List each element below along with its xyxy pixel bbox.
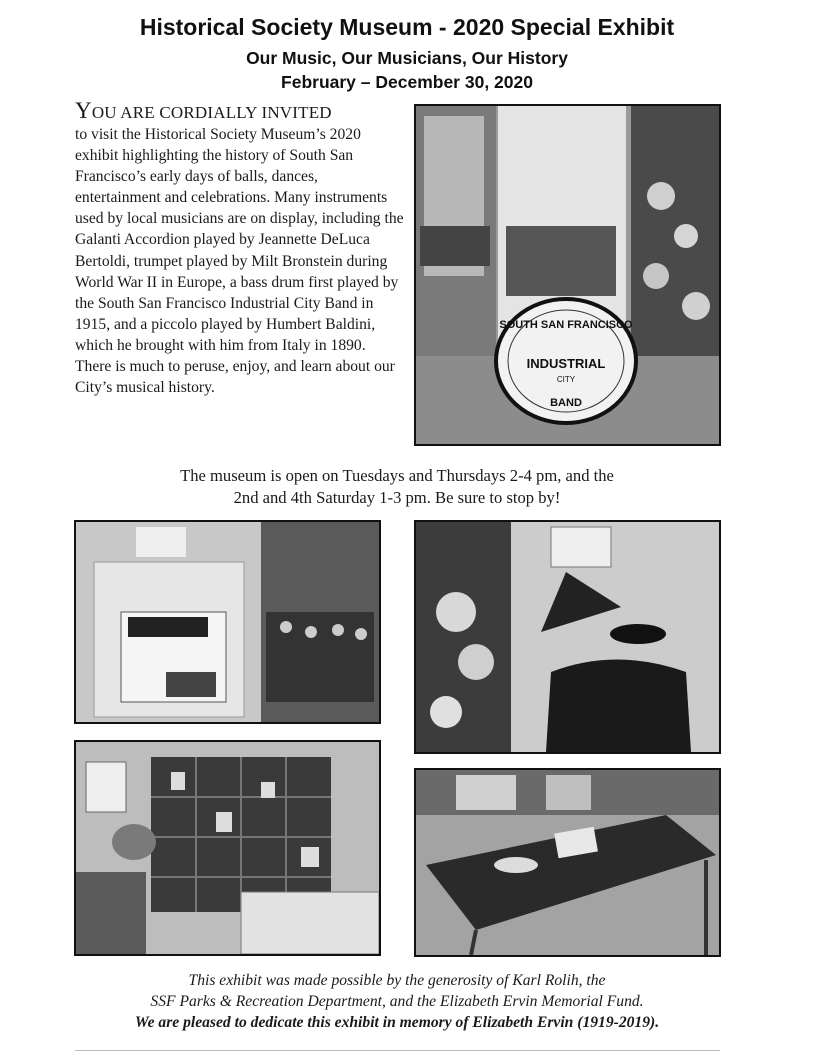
drum-label-bottom: BAND (550, 397, 582, 409)
exhibit-dates: February – December 30, 2020 (281, 72, 533, 92)
invitation-heading-rest: OU ARE CORDIALLY INVITED (91, 103, 332, 122)
gramophone-display-photo (414, 520, 721, 754)
accordion-display-photo (74, 520, 381, 724)
exhibit-subtitle: Our Music, Our Musicians, Our History (246, 48, 568, 68)
piccolo-display-photo (414, 768, 721, 957)
invitation-heading-cap: Y (75, 98, 92, 123)
dedication-line: We are pleased to dedicate this exhibit in memory of Elizabeth Ervin (1919-2019). (134, 1014, 660, 1031)
page-title: Historical Society Museum - 2020 Special Exhibit (139, 14, 675, 40)
hours-line-2: 2nd and 4th Saturday 1-3 pm. Be sure to stop by! (233, 488, 561, 507)
drum-label-city: CITY (556, 375, 576, 384)
museum-hours (0, 465, 794, 509)
hours-line-1: The museum is open on Tuesdays and Thursdays 2-4 pm, and the (180, 466, 614, 485)
credits-line-2: SSF Parks & Recreation Department, and the Elizabeth Ervin Memorial Fund. (150, 993, 644, 1010)
drum-label-middle: INDUSTRIAL (526, 356, 606, 371)
bookshelf-display-photo (74, 740, 381, 956)
invitation-heading (75, 100, 405, 124)
drum-label-top: SOUTH SAN FRANCISCO (499, 319, 633, 331)
drum-display-photo (414, 104, 721, 446)
footer-divider (75, 1050, 720, 1051)
credits (0, 970, 794, 1033)
credits-line-1: This exhibit was made possible by the generosity of Karl Rolih, the (188, 972, 606, 989)
invitation-body: to visit the Historical Society Museum’s 2020 exhibit highlighting the history of South San Francisco’s early days of balls, dances, entertainment and celebrations. Many instruments used by local musicians are on display, including the Galanti Accordion played by Jeannette DeLuca Bertoldi, trumpet played by Milt Bronstein during World War II in Europe, a bass drum first played by the South San Francisco Industrial City Band in 1915, and a piccolo played by Humbert Baldini, which he brought with him from Italy in 1890. There is much to peruse, enjoy, and learn about our City’s musical history. (75, 126, 404, 397)
invitation-text (75, 100, 405, 398)
